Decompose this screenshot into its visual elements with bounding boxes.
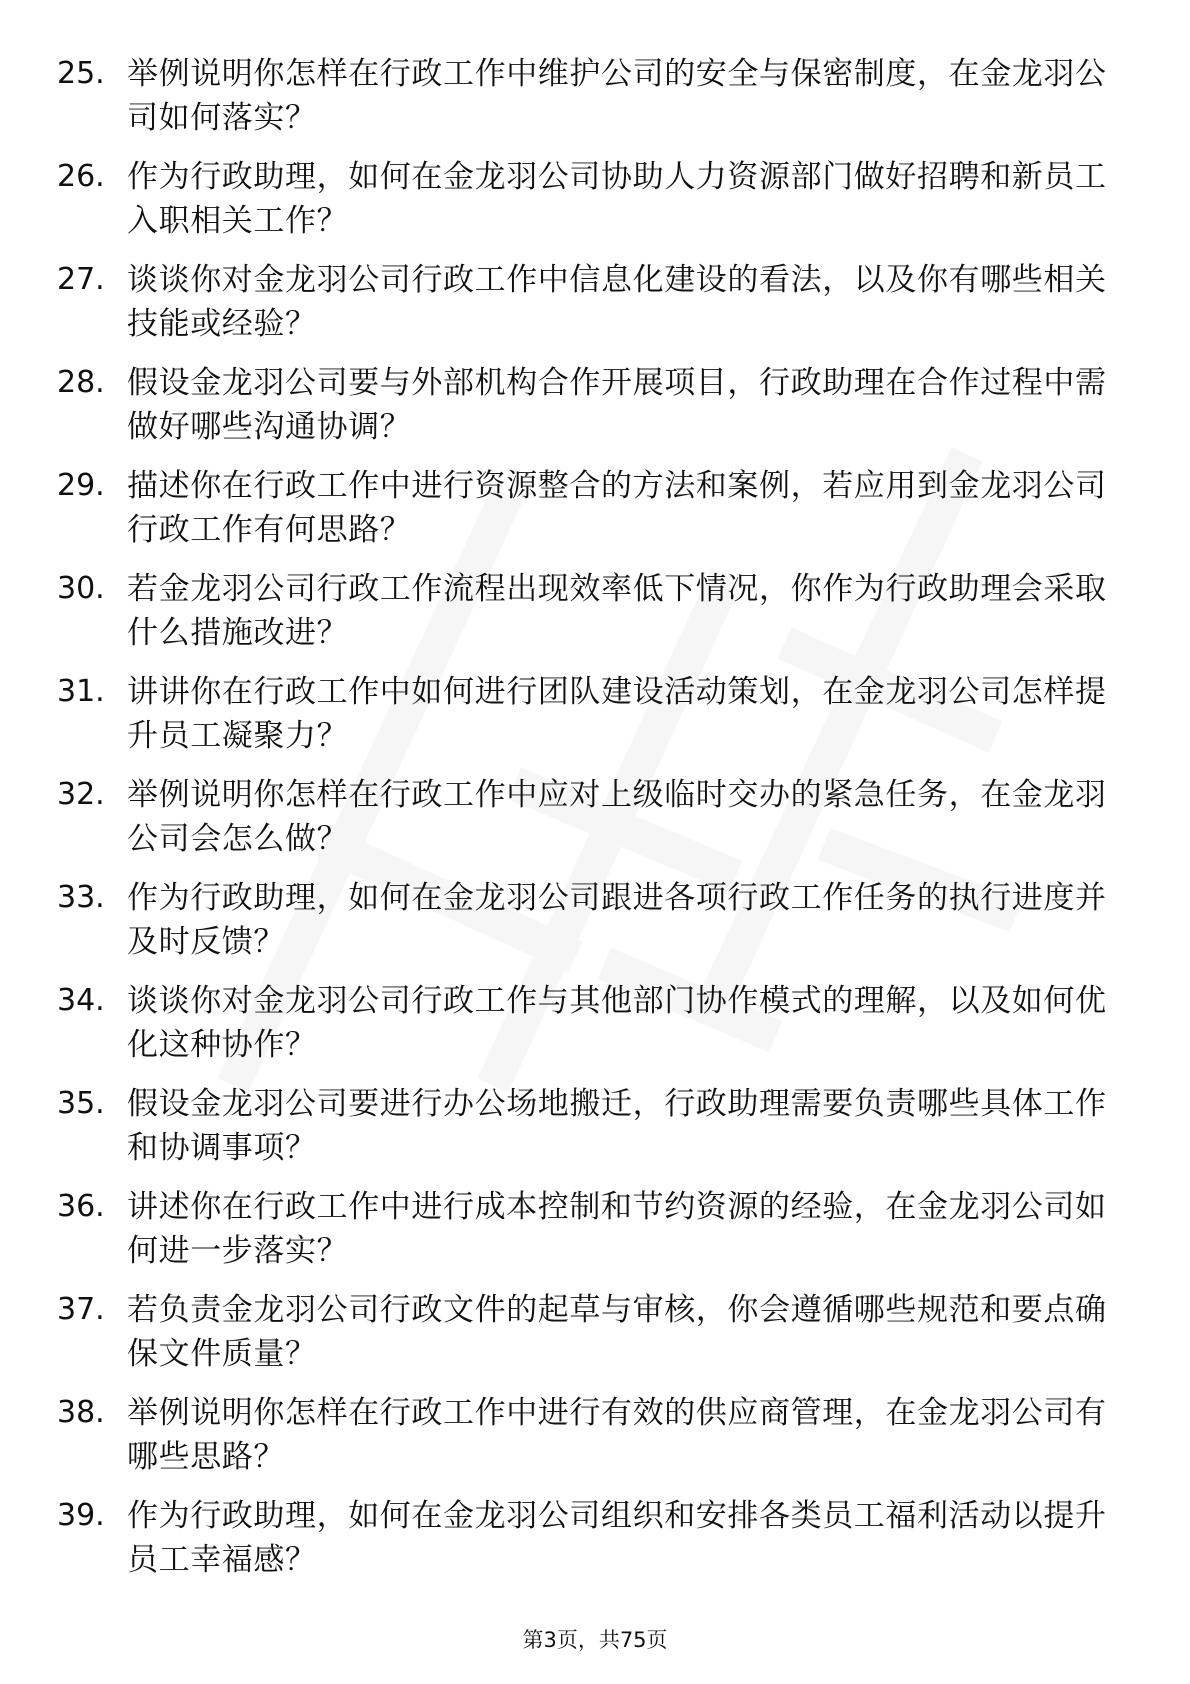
list-item (0, 258, 1190, 361)
question-number: 34. (57, 983, 105, 1018)
question-text: 讲讲你在行政工作中如何进行团队建设活动策划，在金龙羽公司怎样提升员工凝聚力？ (127, 674, 1107, 754)
question-list (0, 52, 1190, 1597)
question-number: 29. (57, 468, 105, 503)
list-item (0, 670, 1190, 773)
question-text: 假设金龙羽公司要与外部机构合作开展项目，行政助理在合作过程中需做好哪些沟通协调？ (127, 365, 1107, 445)
question-text: 若负责金龙羽公司行政文件的起草与审核，你会遵循哪些规范和要点确保文件质量？ (127, 1292, 1107, 1372)
question-text: 举例说明你怎样在行政工作中维护公司的安全与保密制度，在金龙羽公司如何落实？ (127, 56, 1107, 136)
question-text: 作为行政助理，如何在金龙羽公司组织和安排各类员工福利活动以提升员工幸福感？ (127, 1498, 1107, 1578)
question-text: 若金龙羽公司行政工作流程出现效率低下情况，你作为行政助理会采取什么措施改进？ (127, 571, 1107, 651)
question-number: 25. (57, 56, 105, 91)
question-number: 39. (57, 1498, 105, 1533)
list-item (0, 567, 1190, 670)
question-number: 37. (57, 1292, 105, 1327)
list-item (0, 1494, 1190, 1597)
page-footer: 第3页，共75页 (522, 1628, 668, 1652)
question-text: 作为行政助理，如何在金龙羽公司跟进各项行政工作任务的执行进度并及时反馈？ (127, 880, 1107, 960)
list-item (0, 1288, 1190, 1391)
question-number: 28. (57, 365, 105, 400)
question-number: 30. (57, 571, 105, 606)
question-number: 31. (57, 674, 105, 709)
question-text: 作为行政助理，如何在金龙羽公司协助人力资源部门做好招聘和新员工入职相关工作？ (127, 159, 1107, 239)
question-text: 假设金龙羽公司要进行办公场地搬迁，行政助理需要负责哪些具体工作和协调事项？ (127, 1086, 1107, 1166)
list-item (0, 1082, 1190, 1185)
list-item (0, 1185, 1190, 1288)
question-text: 举例说明你怎样在行政工作中进行有效的供应商管理，在金龙羽公司有哪些思路？ (127, 1395, 1107, 1475)
question-text: 讲述你在行政工作中进行成本控制和节约资源的经验，在金龙羽公司如何进一步落实？ (127, 1189, 1107, 1269)
question-text: 谈谈你对金龙羽公司行政工作与其他部门协作模式的理解，以及如何优化这种协作？ (127, 983, 1107, 1063)
question-number: 33. (57, 880, 105, 915)
question-number: 27. (57, 262, 105, 297)
list-item (0, 1391, 1190, 1494)
list-item (0, 773, 1190, 876)
list-item (0, 361, 1190, 464)
question-number: 26. (57, 159, 105, 194)
question-text: 举例说明你怎样在行政工作中应对上级临时交办的紧急任务，在金龙羽公司会怎么做？ (127, 777, 1107, 857)
question-number: 35. (57, 1086, 105, 1121)
question-text: 描述你在行政工作中进行资源整合的方法和案例，若应用到金龙羽公司行政工作有何思路？ (127, 468, 1107, 548)
list-item (0, 464, 1190, 567)
list-item (0, 876, 1190, 979)
question-number: 38. (57, 1395, 105, 1430)
list-item (0, 155, 1190, 258)
list-item (0, 52, 1190, 155)
question-text: 谈谈你对金龙羽公司行政工作中信息化建设的看法，以及你有哪些相关技能或经验？ (127, 262, 1107, 342)
question-number: 32. (57, 777, 105, 812)
question-number: 36. (57, 1189, 105, 1224)
list-item (0, 979, 1190, 1082)
